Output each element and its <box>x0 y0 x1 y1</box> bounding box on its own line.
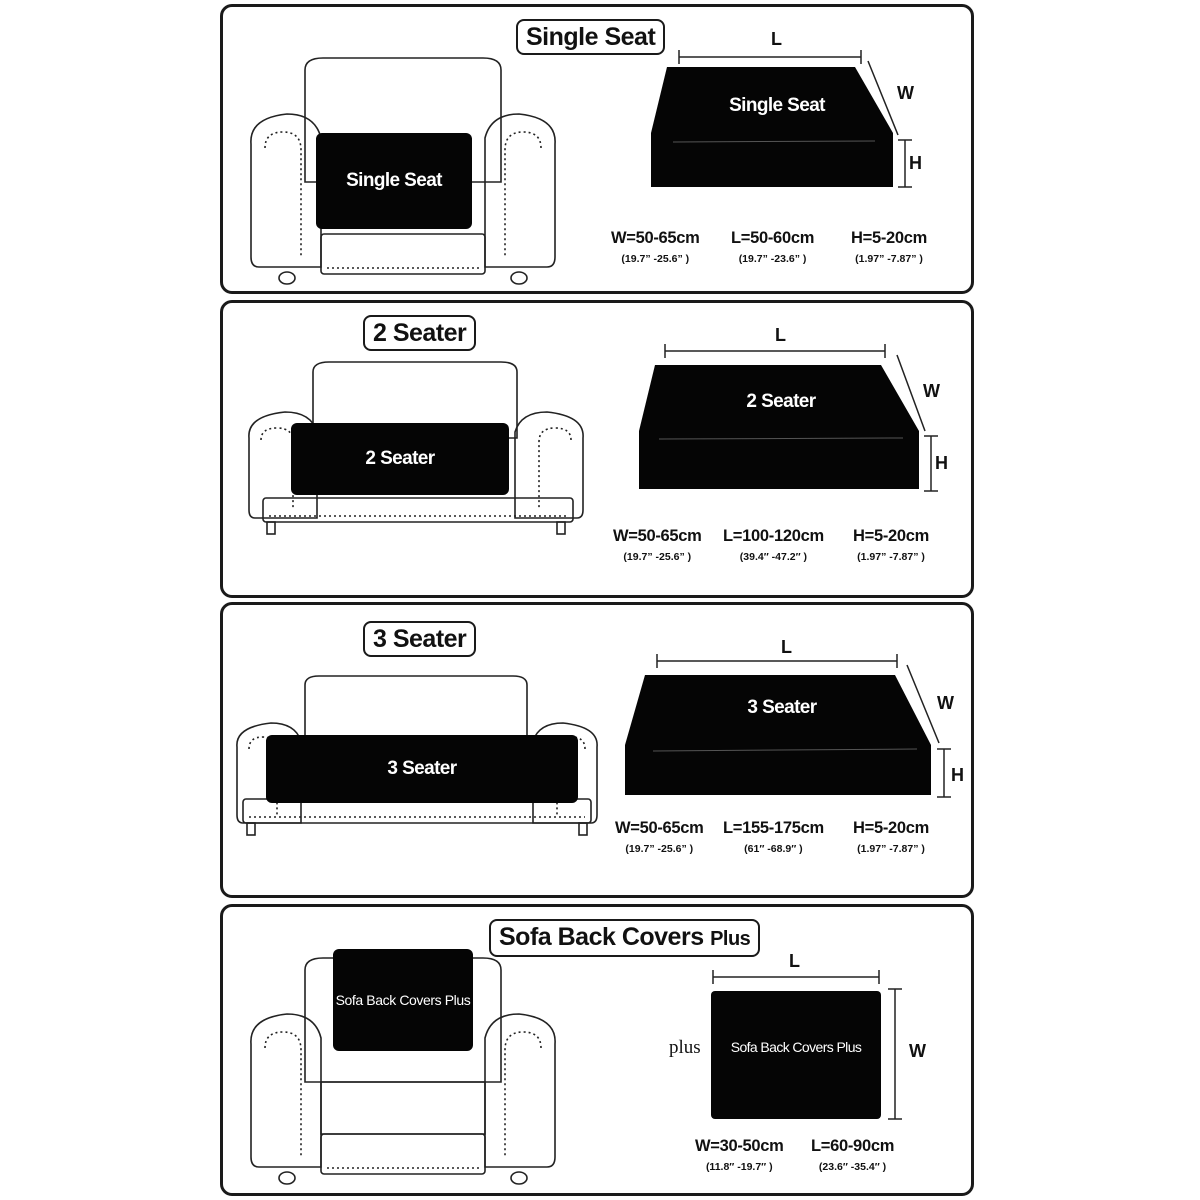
panel-sofa-back-covers <box>220 904 974 1196</box>
cushion-block-label: 2 Seater <box>746 391 816 412</box>
seat-cushion: 3 Seater <box>266 735 578 803</box>
spec-height: H=5-20cm (1.97” -7.87” ) <box>853 819 930 855</box>
panel-3-seater <box>220 602 974 898</box>
panel-title-suffix: Plus <box>710 928 751 950</box>
panel-title: 3 Seater <box>363 621 476 657</box>
cushion-block-label: Single Seat <box>729 95 825 116</box>
spec-width: W=30-50cm (11.8″ -19.7″ ) <box>695 1137 784 1173</box>
panel-title: 2 Seater <box>363 315 476 351</box>
length-label: L <box>781 637 792 657</box>
spec-length: L=155-175cm (61″ -68.9″ ) <box>723 819 824 855</box>
spec-length: L=100-120cm (39.4″ -47.2″ ) <box>723 527 824 563</box>
spec-height: H=5-20cm (1.97” -7.87” ) <box>851 229 928 265</box>
width-label: W <box>909 1041 926 1061</box>
spec-length: L=60-90cm (23.6″ -35.4″ ) <box>811 1137 895 1173</box>
spec-length: L=50-60cm (19.7” -23.6” ) <box>731 229 815 265</box>
length-label: L <box>771 29 782 49</box>
cushion-dimension-diagram <box>631 339 951 499</box>
cushion-dimension-diagram <box>617 645 957 805</box>
spec-width: W=50-65cm (19.7” -25.6” ) <box>615 819 704 855</box>
length-label: L <box>775 325 786 345</box>
panel-title-main: Sofa Back Covers <box>499 923 704 951</box>
spec-height: H=5-20cm (1.97” -7.87” ) <box>853 527 930 563</box>
panel-title: Single Seat <box>516 19 665 55</box>
cushion-dimension-diagram <box>643 37 923 197</box>
width-label: W <box>937 693 954 713</box>
back-cushion: Sofa Back Covers Plus <box>333 949 473 1051</box>
seat-cushion: Single Seat <box>316 133 472 229</box>
back-cushion-block-label: Sofa Back Covers Plus <box>730 1039 862 1055</box>
plus-label: plus <box>669 1037 701 1058</box>
spec-width: W=50-65cm (19.7” -25.6” ) <box>611 229 700 265</box>
height-label: H <box>951 765 964 785</box>
cushion-block-label: 3 Seater <box>747 697 817 718</box>
seat-cushion: 2 Seater <box>291 423 509 495</box>
spec-width: W=50-65cm (19.7” -25.6” ) <box>613 527 702 563</box>
length-label: L <box>789 951 800 971</box>
panel-single-seat <box>220 4 974 294</box>
height-label: H <box>909 153 922 173</box>
height-label: H <box>935 453 948 473</box>
panel-2-seater <box>220 300 974 598</box>
width-label: W <box>923 381 940 401</box>
width-label: W <box>897 83 914 103</box>
